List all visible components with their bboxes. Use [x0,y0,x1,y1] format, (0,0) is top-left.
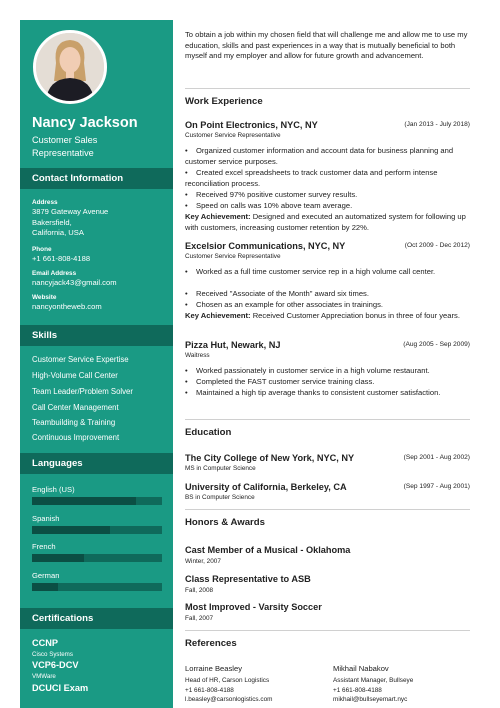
language-label: German [32,571,60,580]
profile-photo [33,30,107,104]
email-value: nancyjack43@gmail.com [32,278,117,287]
job-bullet: • Chosen as an example for other associates in trainings. [185,300,383,309]
sidebar [20,20,173,708]
language-bar-fill [32,526,110,534]
reference-position: Assistant Manager, Bullseye [333,677,414,684]
work-experience-heading: Work Experience [185,88,470,107]
job-company: Excelsior Communications, NYC, NY [185,241,346,251]
certifications-heading: Certifications [20,608,173,629]
address-value [32,207,167,239]
education-school: University of California, Berkeley, CA [185,482,347,492]
language-label: French [32,542,56,551]
job-dates: (Oct 2009 - Dec 2012) [404,242,470,249]
language-bar-fill [32,497,136,505]
skill-item: High-Volume Call Center [32,371,118,380]
job-bullet: • Received "Associate of the Month" award six times. [185,289,369,298]
job-dates: (Aug 2005 - Sep 2009) [403,341,470,348]
education-school: The City College of New York, NYC, NY [185,453,355,463]
key-achievement: Key Achievement: Received Customer Appreciation bonus in three of four years. [185,311,460,320]
language-bar-fill [32,554,84,562]
skill-item: Team Leader/Problem Solver [32,387,133,396]
website-value: nancyontheweb.com [32,302,102,311]
skill-item: Continuous Improvement [32,433,120,442]
reference-email: l.beasley@carsonlogistics.com [185,696,273,704]
language-bar [32,554,162,562]
reference-position: Head of HR, Carson Logistics [185,677,270,684]
objective-text: To obtain a job within my chosen field that will challenge me and allow me to use my education, skills and past experiences in a way that is mutually beneficial to both myself and my employer and allow for future growth and advancement. [185,30,468,60]
cert-title: CCNP [32,638,59,648]
phone-value: +1 661-808-4188 [32,254,91,263]
education-dates: (Sep 1997 - Aug 2001) [403,483,470,490]
language-bar-fill [32,583,58,591]
job-company: On Point Electronics, NYC, NY [185,120,318,130]
job-bullet: • Completed the FAST customer service training class. [185,377,375,386]
cert-issuer: Cisco Systems [32,651,73,658]
education-degree: MS in Computer Science [185,465,256,472]
language-bar [32,583,162,591]
language-label: Spanish [32,514,60,523]
job-bullet: • Worked passionately in customer service in a high volume restaurant. [185,366,430,375]
job-title: Customer Service Representative [185,253,281,260]
address-line: California, USA [32,228,84,238]
reference-phone: +1 661-808-4188 [333,686,382,694]
language-label: English (US) [32,485,75,494]
address-label: Address [32,199,58,206]
skill-item: Customer Service Expertise [32,355,129,364]
language-bar [32,526,162,534]
honor-date: Winter, 2007 [185,558,221,565]
reference-name: Mikhail Nabakov [333,664,389,673]
education-degree: BS in Computer Science [185,494,255,501]
key-achievement: Key Achievement: Designed and executed an automatized system for following up with customers, increasing customer retention by 22%. [185,212,466,232]
skill-item: Call Center Management [32,403,119,412]
cert-issuer: VMWare [32,673,56,680]
address-line: Bakersfield, [32,217,72,227]
job-bullet: • Maintained a high tip average thanks to consistent customer satisfaction. [185,388,441,397]
candidate-name: Nancy Jackson [32,115,138,131]
reference-details [333,676,413,705]
job-dates: (Jan 2013 - July 2018) [404,121,470,128]
honor-date: Fall, 2007 [185,615,214,622]
job-bullet: • Received 97% positive customer survey results. [185,190,358,199]
skill-item: Teambuilding & Training [32,418,116,427]
address-line: 3879 Gateway Avenue [32,207,109,216]
references-heading: References [185,630,470,649]
cert-title: DCUCI Exam [32,683,89,693]
reference-phone: +1 661-808-4188 [185,686,234,694]
reference-email: mikhail@bullseyemart.nyc [333,696,408,704]
job-bullet: • Worked as a full time customer service rep in a high volume call center. [185,267,436,276]
phone-label: Phone [32,246,52,253]
candidate-role: Customer Sales Representative [32,135,98,158]
job-bullet: • Created excel spreadsheets to track customer data and perform intense reconciliation process. [185,168,438,188]
language-bar [32,497,162,505]
education-dates: (Sep 2001 - Aug 2002) [403,454,470,461]
honor-title: Most Improved - Varsity Soccer [185,602,322,612]
job-title: Customer Service Representative [185,132,281,139]
honor-title: Class Representative to ASB [185,574,311,584]
job-bullet: • Speed on calls was 10% above team average. [185,201,353,210]
job-title: Waitress [185,352,210,359]
reference-name: Lorraine Beasley [185,664,242,673]
skills-heading: Skills [20,325,173,346]
education-heading: Education [185,419,470,438]
website-label: Website [32,294,57,301]
job-company: Pizza Hut, Newark, NJ [185,340,281,350]
email-label: Email Address [32,270,77,277]
honor-title: Cast Member of a Musical - Oklahoma [185,545,351,555]
job-bullet: • Organized customer information and account data for business planning and customer service purposes. [185,146,454,166]
languages-heading: Languages [20,453,173,474]
honor-date: Fall, 2008 [185,587,214,594]
contact-heading: Contact Information [20,168,173,189]
cert-title: VCP6-DCV [32,660,79,670]
honors-heading: Honors & Awards [185,509,470,528]
reference-details [185,676,272,705]
